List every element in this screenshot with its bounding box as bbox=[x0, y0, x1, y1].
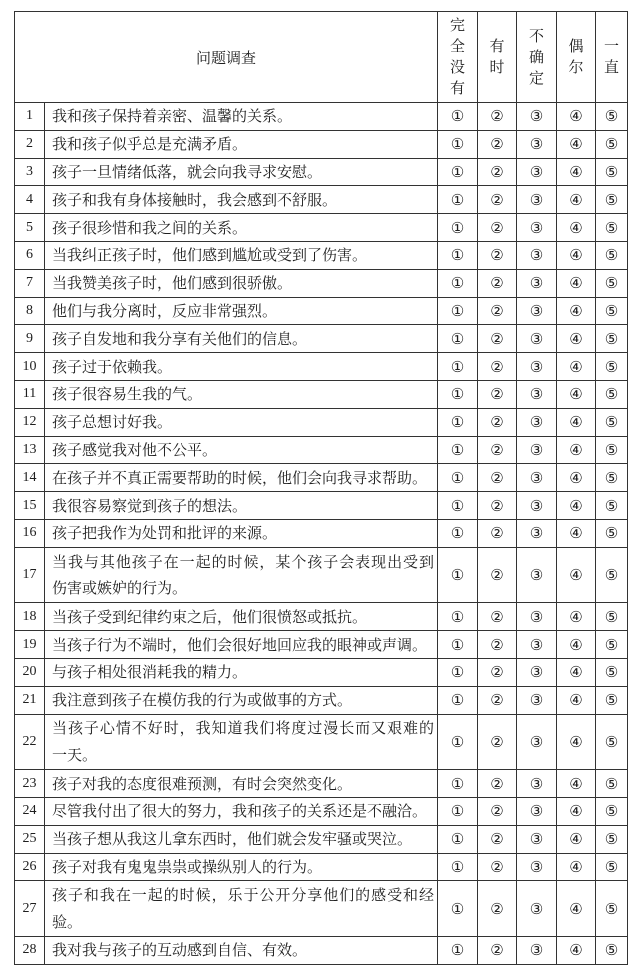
option-2: ② bbox=[478, 825, 517, 853]
question-text bbox=[45, 353, 438, 381]
table-row bbox=[15, 436, 628, 464]
option-4: ④ bbox=[557, 408, 596, 436]
option-5: ⑤ bbox=[596, 269, 628, 297]
option-4: ④ bbox=[557, 297, 596, 325]
question-text bbox=[45, 158, 438, 186]
option-1: ① bbox=[438, 631, 478, 659]
question-line: 当孩子行为不端时，他们会很好地回应我的眼神或声调。 bbox=[52, 635, 428, 654]
option-4: ④ bbox=[557, 241, 596, 269]
option-2: ② bbox=[478, 241, 517, 269]
row-number: 15 bbox=[15, 492, 45, 520]
option-5: ⑤ bbox=[596, 770, 628, 798]
option-1: ① bbox=[438, 797, 478, 825]
option-4: ④ bbox=[557, 186, 596, 214]
option-2: ② bbox=[478, 214, 517, 242]
row-number: 6 bbox=[15, 241, 45, 269]
question-line: 我和孩子保持着亲密、温馨的关系。 bbox=[52, 107, 293, 126]
question-line: 孩子一旦情绪低落，就会向我寻求安慰。 bbox=[52, 162, 323, 181]
column-header-unsure bbox=[517, 12, 557, 103]
question-line: 当我与其他孩子在一起的时候，某个孩子会表现出受到 bbox=[52, 552, 435, 571]
question-text bbox=[45, 269, 438, 297]
option-4: ④ bbox=[557, 353, 596, 381]
column-header-sometimes bbox=[478, 12, 517, 103]
question-text bbox=[45, 603, 438, 631]
option-3: ③ bbox=[517, 631, 557, 659]
option-1: ① bbox=[438, 825, 478, 853]
row-number: 25 bbox=[15, 825, 45, 853]
option-4: ④ bbox=[557, 714, 596, 770]
option-1: ① bbox=[438, 353, 478, 381]
question-line: 我注意到孩子在模仿我的行为或做事的方式。 bbox=[52, 691, 353, 710]
question-text bbox=[45, 130, 438, 158]
question-line: 孩子对我有鬼鬼祟祟或操纵别人的行为。 bbox=[52, 857, 323, 876]
question-line: 孩子很珍惜和我之间的关系。 bbox=[52, 218, 248, 237]
option-3: ③ bbox=[517, 797, 557, 825]
row-number: 3 bbox=[15, 158, 45, 186]
option-4: ④ bbox=[557, 547, 596, 603]
table-row bbox=[15, 631, 628, 659]
question-line: 在孩子并不真正需要帮助的时候，他们会向我寻求帮助。 bbox=[52, 468, 428, 487]
option-1: ① bbox=[438, 380, 478, 408]
option-3: ③ bbox=[517, 186, 557, 214]
option-2: ② bbox=[478, 881, 517, 937]
option-2: ② bbox=[478, 436, 517, 464]
option-2: ② bbox=[478, 464, 517, 492]
option-3: ③ bbox=[517, 408, 557, 436]
option-4: ④ bbox=[557, 325, 596, 353]
option-4: ④ bbox=[557, 492, 596, 520]
table-row bbox=[15, 103, 628, 131]
option-4: ④ bbox=[557, 853, 596, 881]
column-header-label: 有时 bbox=[489, 37, 505, 76]
option-2: ② bbox=[478, 380, 517, 408]
row-number: 22 bbox=[15, 714, 45, 770]
row-number: 27 bbox=[15, 881, 45, 937]
option-5: ⑤ bbox=[596, 103, 628, 131]
option-2: ② bbox=[478, 325, 517, 353]
option-2: ② bbox=[478, 492, 517, 520]
option-2: ② bbox=[478, 603, 517, 631]
option-4: ④ bbox=[557, 214, 596, 242]
option-3: ③ bbox=[517, 380, 557, 408]
option-2: ② bbox=[478, 297, 517, 325]
option-3: ③ bbox=[517, 519, 557, 547]
question-line: 当孩子受到纪律约束之后，他们很愤怒或抵抗。 bbox=[52, 607, 368, 626]
option-3: ③ bbox=[517, 353, 557, 381]
option-3: ③ bbox=[517, 714, 557, 770]
option-4: ④ bbox=[557, 631, 596, 659]
option-2: ② bbox=[478, 130, 517, 158]
option-3: ③ bbox=[517, 547, 557, 603]
option-1: ① bbox=[438, 464, 478, 492]
option-3: ③ bbox=[517, 825, 557, 853]
option-4: ④ bbox=[557, 269, 596, 297]
option-3: ③ bbox=[517, 492, 557, 520]
table-row bbox=[15, 547, 628, 603]
question-text bbox=[45, 492, 438, 520]
question-line: 一天。 bbox=[52, 745, 98, 764]
option-5: ⑤ bbox=[596, 464, 628, 492]
option-2: ② bbox=[478, 936, 517, 964]
option-2: ② bbox=[478, 658, 517, 686]
table-row bbox=[15, 686, 628, 714]
option-2: ② bbox=[478, 186, 517, 214]
question-line: 当我纠正孩子时，他们感到尴尬或受到了伤害。 bbox=[52, 246, 368, 265]
option-4: ④ bbox=[557, 519, 596, 547]
option-1: ① bbox=[438, 853, 478, 881]
table-row bbox=[15, 325, 628, 353]
question-line: 孩子自发地和我分享有关他们的信息。 bbox=[52, 329, 308, 348]
option-3: ③ bbox=[517, 853, 557, 881]
option-5: ⑤ bbox=[596, 547, 628, 603]
table-row bbox=[15, 353, 628, 381]
column-header-label: 完全没有 bbox=[450, 16, 466, 97]
row-number: 16 bbox=[15, 519, 45, 547]
column-header-label: 不确定 bbox=[529, 26, 545, 87]
column-header-question: 问题调查 bbox=[15, 12, 438, 103]
question-line: 孩子和我在一起的时候，乐于公开分享他们的感受和经 bbox=[52, 886, 435, 905]
question-line: 我很容易察觉到孩子的想法。 bbox=[52, 496, 248, 515]
question-text bbox=[45, 297, 438, 325]
option-1: ① bbox=[438, 492, 478, 520]
row-number: 7 bbox=[15, 269, 45, 297]
option-3: ③ bbox=[517, 658, 557, 686]
option-4: ④ bbox=[557, 825, 596, 853]
option-3: ③ bbox=[517, 241, 557, 269]
table-row bbox=[15, 408, 628, 436]
option-3: ③ bbox=[517, 881, 557, 937]
option-3: ③ bbox=[517, 603, 557, 631]
row-number: 14 bbox=[15, 464, 45, 492]
table-row bbox=[15, 658, 628, 686]
option-4: ④ bbox=[557, 686, 596, 714]
option-1: ① bbox=[438, 658, 478, 686]
option-3: ③ bbox=[517, 936, 557, 964]
option-4: ④ bbox=[557, 797, 596, 825]
option-2: ② bbox=[478, 714, 517, 770]
question-line: 我对我与孩子的互动感到自信、有效。 bbox=[52, 941, 308, 960]
row-number: 24 bbox=[15, 797, 45, 825]
option-5: ⑤ bbox=[596, 714, 628, 770]
option-1: ① bbox=[438, 686, 478, 714]
option-4: ④ bbox=[557, 436, 596, 464]
option-2: ② bbox=[478, 770, 517, 798]
option-2: ② bbox=[478, 519, 517, 547]
table-row bbox=[15, 297, 628, 325]
option-3: ③ bbox=[517, 214, 557, 242]
question-text bbox=[45, 853, 438, 881]
option-3: ③ bbox=[517, 686, 557, 714]
question-text bbox=[45, 241, 438, 269]
column-header-never bbox=[438, 12, 478, 103]
option-2: ② bbox=[478, 353, 517, 381]
question-text bbox=[45, 547, 438, 603]
option-1: ① bbox=[438, 547, 478, 603]
table-row bbox=[15, 158, 628, 186]
question-line: 孩子很容易生我的气。 bbox=[52, 385, 203, 404]
option-4: ④ bbox=[557, 881, 596, 937]
table-row bbox=[15, 881, 628, 937]
option-5: ⑤ bbox=[596, 881, 628, 937]
option-5: ⑤ bbox=[596, 658, 628, 686]
question-text bbox=[45, 936, 438, 964]
option-1: ① bbox=[438, 770, 478, 798]
row-number: 20 bbox=[15, 658, 45, 686]
option-3: ③ bbox=[517, 103, 557, 131]
table-row bbox=[15, 492, 628, 520]
column-header-label: 一直 bbox=[604, 37, 620, 76]
question-line: 孩子把我作为处罚和批评的来源。 bbox=[52, 524, 278, 543]
row-number: 17 bbox=[15, 547, 45, 603]
column-header-occasionally bbox=[557, 12, 596, 103]
table-row bbox=[15, 770, 628, 798]
question-line: 孩子感觉我对他不公平。 bbox=[52, 440, 218, 459]
option-4: ④ bbox=[557, 603, 596, 631]
option-1: ① bbox=[438, 603, 478, 631]
question-line: 与孩子相处很消耗我的精力。 bbox=[52, 663, 248, 682]
option-4: ④ bbox=[557, 770, 596, 798]
row-number: 9 bbox=[15, 325, 45, 353]
option-2: ② bbox=[478, 797, 517, 825]
option-3: ③ bbox=[517, 325, 557, 353]
question-line: 当我赞美孩子时，他们感到很骄傲。 bbox=[52, 274, 293, 293]
option-1: ① bbox=[438, 130, 478, 158]
option-3: ③ bbox=[517, 130, 557, 158]
question-text bbox=[45, 380, 438, 408]
row-number: 12 bbox=[15, 408, 45, 436]
option-5: ⑤ bbox=[596, 797, 628, 825]
questionnaire-body bbox=[15, 103, 628, 965]
question-line: 孩子和我有身体接触时，我会感到不舒服。 bbox=[52, 190, 338, 209]
option-4: ④ bbox=[557, 158, 596, 186]
option-3: ③ bbox=[517, 770, 557, 798]
table-row bbox=[15, 269, 628, 297]
option-2: ② bbox=[478, 103, 517, 131]
option-1: ① bbox=[438, 186, 478, 214]
table-row bbox=[15, 241, 628, 269]
option-5: ⑤ bbox=[596, 408, 628, 436]
row-number: 11 bbox=[15, 380, 45, 408]
option-1: ① bbox=[438, 936, 478, 964]
option-5: ⑤ bbox=[596, 297, 628, 325]
option-1: ① bbox=[438, 714, 478, 770]
option-5: ⑤ bbox=[596, 686, 628, 714]
option-5: ⑤ bbox=[596, 936, 628, 964]
option-5: ⑤ bbox=[596, 130, 628, 158]
option-5: ⑤ bbox=[596, 325, 628, 353]
table-row bbox=[15, 464, 628, 492]
question-text bbox=[45, 797, 438, 825]
question-text bbox=[45, 881, 438, 937]
question-text bbox=[45, 519, 438, 547]
option-4: ④ bbox=[557, 380, 596, 408]
question-line: 当孩子心情不好时，我知道我们将度过漫长而又艰难的 bbox=[52, 719, 435, 738]
option-5: ⑤ bbox=[596, 436, 628, 464]
question-line: 孩子过于依赖我。 bbox=[52, 357, 173, 376]
question-text bbox=[45, 408, 438, 436]
table-row bbox=[15, 797, 628, 825]
option-3: ③ bbox=[517, 269, 557, 297]
option-1: ① bbox=[438, 519, 478, 547]
question-text bbox=[45, 103, 438, 131]
option-1: ① bbox=[438, 269, 478, 297]
table-row bbox=[15, 825, 628, 853]
row-number: 18 bbox=[15, 603, 45, 631]
option-2: ② bbox=[478, 853, 517, 881]
option-4: ④ bbox=[557, 130, 596, 158]
option-1: ① bbox=[438, 325, 478, 353]
header-row bbox=[15, 12, 628, 103]
option-2: ② bbox=[478, 269, 517, 297]
column-header-always bbox=[596, 12, 628, 103]
question-line: 孩子对我的态度很难预测，有时会突然变化。 bbox=[52, 774, 353, 793]
option-5: ⑤ bbox=[596, 353, 628, 381]
question-line: 我和孩子似乎总是充满矛盾。 bbox=[52, 135, 248, 154]
option-1: ① bbox=[438, 408, 478, 436]
table-row bbox=[15, 936, 628, 964]
row-number: 10 bbox=[15, 353, 45, 381]
question-text bbox=[45, 658, 438, 686]
table-row bbox=[15, 714, 628, 770]
option-4: ④ bbox=[557, 464, 596, 492]
option-5: ⑤ bbox=[596, 853, 628, 881]
question-line: 伤害或嫉妒的行为。 bbox=[52, 579, 188, 598]
question-text bbox=[45, 436, 438, 464]
table-row bbox=[15, 853, 628, 881]
table-row bbox=[15, 186, 628, 214]
row-number: 26 bbox=[15, 853, 45, 881]
row-number: 5 bbox=[15, 214, 45, 242]
column-header-label: 偶尔 bbox=[568, 37, 584, 76]
question-text bbox=[45, 464, 438, 492]
option-5: ⑤ bbox=[596, 603, 628, 631]
option-2: ② bbox=[478, 631, 517, 659]
option-5: ⑤ bbox=[596, 825, 628, 853]
option-1: ① bbox=[438, 881, 478, 937]
row-number: 1 bbox=[15, 103, 45, 131]
option-2: ② bbox=[478, 408, 517, 436]
question-line: 当孩子想从我这儿拿东西时，他们就会发牢骚或哭泣。 bbox=[52, 830, 413, 849]
option-1: ① bbox=[438, 241, 478, 269]
option-3: ③ bbox=[517, 436, 557, 464]
option-3: ③ bbox=[517, 297, 557, 325]
row-number: 21 bbox=[15, 686, 45, 714]
table-row bbox=[15, 519, 628, 547]
row-number: 2 bbox=[15, 130, 45, 158]
option-1: ① bbox=[438, 436, 478, 464]
option-5: ⑤ bbox=[596, 492, 628, 520]
option-2: ② bbox=[478, 158, 517, 186]
option-1: ① bbox=[438, 158, 478, 186]
table-row bbox=[15, 130, 628, 158]
option-5: ⑤ bbox=[596, 519, 628, 547]
question-text bbox=[45, 325, 438, 353]
table-row bbox=[15, 380, 628, 408]
question-line: 孩子总想讨好我。 bbox=[52, 413, 173, 432]
option-1: ① bbox=[438, 103, 478, 131]
option-2: ② bbox=[478, 547, 517, 603]
row-number: 19 bbox=[15, 631, 45, 659]
option-4: ④ bbox=[557, 103, 596, 131]
question-line: 验。 bbox=[52, 912, 83, 931]
table-row bbox=[15, 603, 628, 631]
question-text bbox=[45, 686, 438, 714]
option-1: ① bbox=[438, 214, 478, 242]
option-1: ① bbox=[438, 297, 478, 325]
row-number: 4 bbox=[15, 186, 45, 214]
question-line: 他们与我分离时，反应非常强烈。 bbox=[52, 301, 278, 320]
row-number: 13 bbox=[15, 436, 45, 464]
option-5: ⑤ bbox=[596, 380, 628, 408]
option-3: ③ bbox=[517, 158, 557, 186]
option-5: ⑤ bbox=[596, 186, 628, 214]
question-text bbox=[45, 714, 438, 770]
option-5: ⑤ bbox=[596, 631, 628, 659]
option-5: ⑤ bbox=[596, 158, 628, 186]
option-3: ③ bbox=[517, 464, 557, 492]
option-2: ② bbox=[478, 686, 517, 714]
question-text bbox=[45, 214, 438, 242]
option-4: ④ bbox=[557, 936, 596, 964]
question-text bbox=[45, 631, 438, 659]
option-5: ⑤ bbox=[596, 214, 628, 242]
question-text bbox=[45, 186, 438, 214]
question-text bbox=[45, 770, 438, 798]
row-number: 28 bbox=[15, 936, 45, 964]
table-row bbox=[15, 214, 628, 242]
row-number: 23 bbox=[15, 770, 45, 798]
option-5: ⑤ bbox=[596, 241, 628, 269]
questionnaire-table bbox=[14, 11, 628, 965]
row-number: 8 bbox=[15, 297, 45, 325]
option-4: ④ bbox=[557, 658, 596, 686]
question-line: 尽管我付出了很大的努力，我和孩子的关系还是不融洽。 bbox=[52, 802, 428, 821]
question-text bbox=[45, 825, 438, 853]
